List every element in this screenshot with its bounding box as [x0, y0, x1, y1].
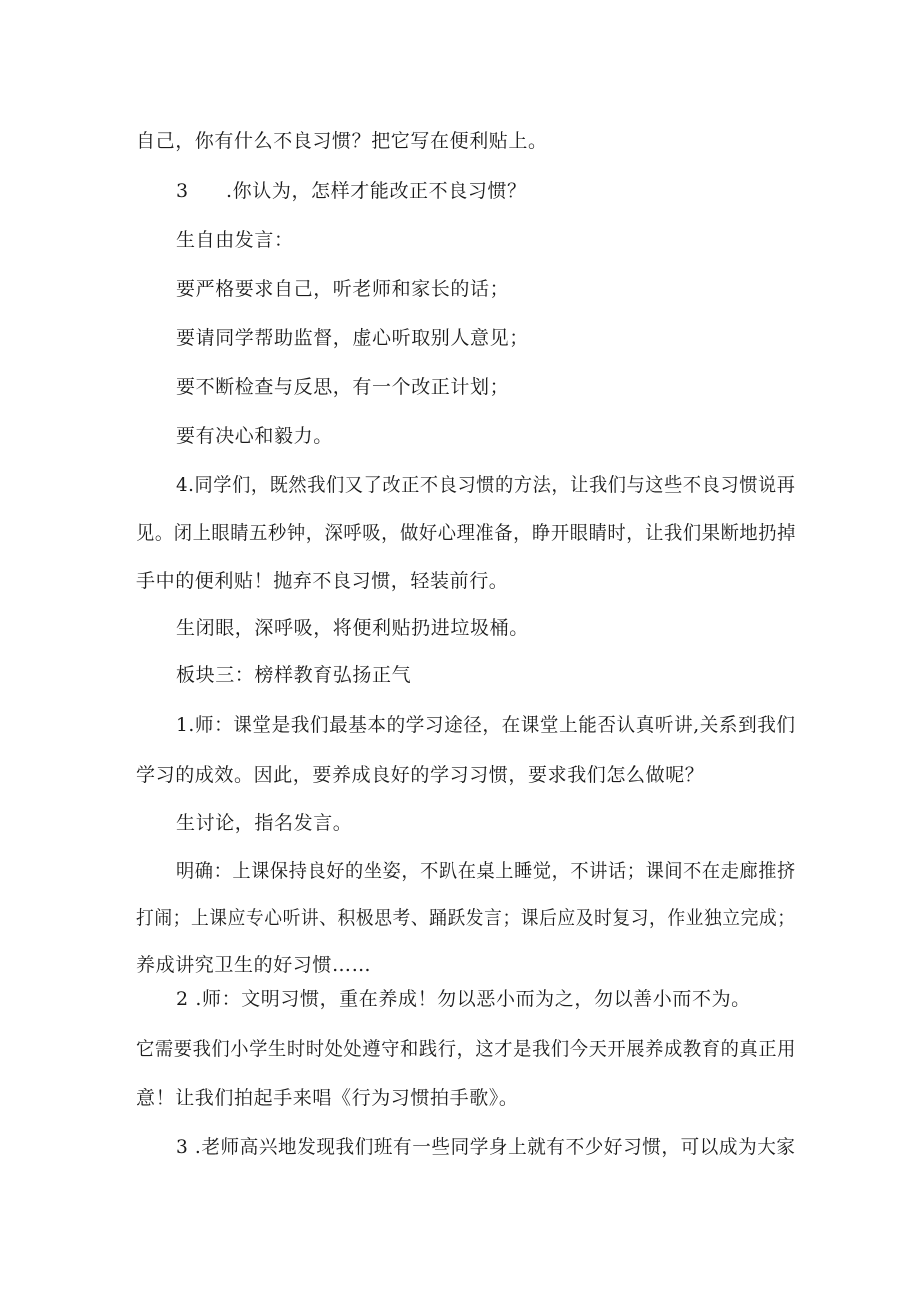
text-line: 打闹；上课应专心听讲、积极思考、踊跃发言；课后应及时复习，作业独立完成；	[136, 907, 796, 929]
text-line: 要严格要求自己，听老师和家长的话；	[176, 278, 510, 300]
text-line: 见。闭上眼睛五秒钟，深呼吸，做好心理准备，睁开眼睛时，让我们果断地扔掉	[136, 522, 797, 544]
text-line: 它需要我们小学生时时处处遵守和践行，这才是我们今天开展养成教育的真正用	[136, 1038, 797, 1060]
section-heading: 板块三：榜样教育弘扬正气	[176, 664, 412, 686]
list-number: 3	[176, 180, 189, 202]
text-line: 意！让我们拍起手来唱《行为习惯拍手歌》。	[136, 1087, 519, 1109]
text-line: 3 .老师高兴地发现我们班有一些同学身上就有不少好习惯，可以成为大家	[176, 1136, 796, 1158]
text-line: 2 .师：文明习惯，重在养成！勿以恶小而为之，勿以善小而不为。	[176, 988, 751, 1010]
text-line: .你认为，怎样才能改正不良习惯？	[226, 180, 527, 202]
text-line: 自己，你有什么不良习惯？把它写在便利贴上。	[136, 130, 548, 152]
text-line: 要有决心和毅力。	[176, 425, 333, 447]
text-line: 4.同学们，既然我们又了改正不良习惯的方法，让我们与这些不良习惯说再	[176, 474, 796, 496]
text-line: 明确：上课保持良好的坐姿，不趴在桌上睡觉，不讲话；课间不在走廊推挤	[176, 860, 796, 882]
text-line: 手中的便利贴！抛弃不良习惯，轻装前行。	[136, 570, 509, 592]
text-line: 学习的成效。因此，要养成良好的学习习惯，要求我们怎么做呢？	[136, 764, 705, 786]
text-line: 养成讲究卫生的好习惯……	[136, 954, 372, 976]
text-line: 生自由发言：	[176, 229, 294, 251]
text-line: 要不断检查与反思，有一个改正计划；	[176, 376, 510, 398]
text-line: 1.师：课堂是我们最基本的学习途径，在课堂上能否认真听讲,关系到我们	[176, 714, 796, 736]
text-line: 生闭眼，深呼吸，将便利贴扔进垃圾桶。	[176, 617, 529, 639]
text-line: 生讨论，指名发言。	[176, 812, 353, 834]
text-line: 要请同学帮助监督，虚心听取别人意见；	[176, 327, 529, 349]
